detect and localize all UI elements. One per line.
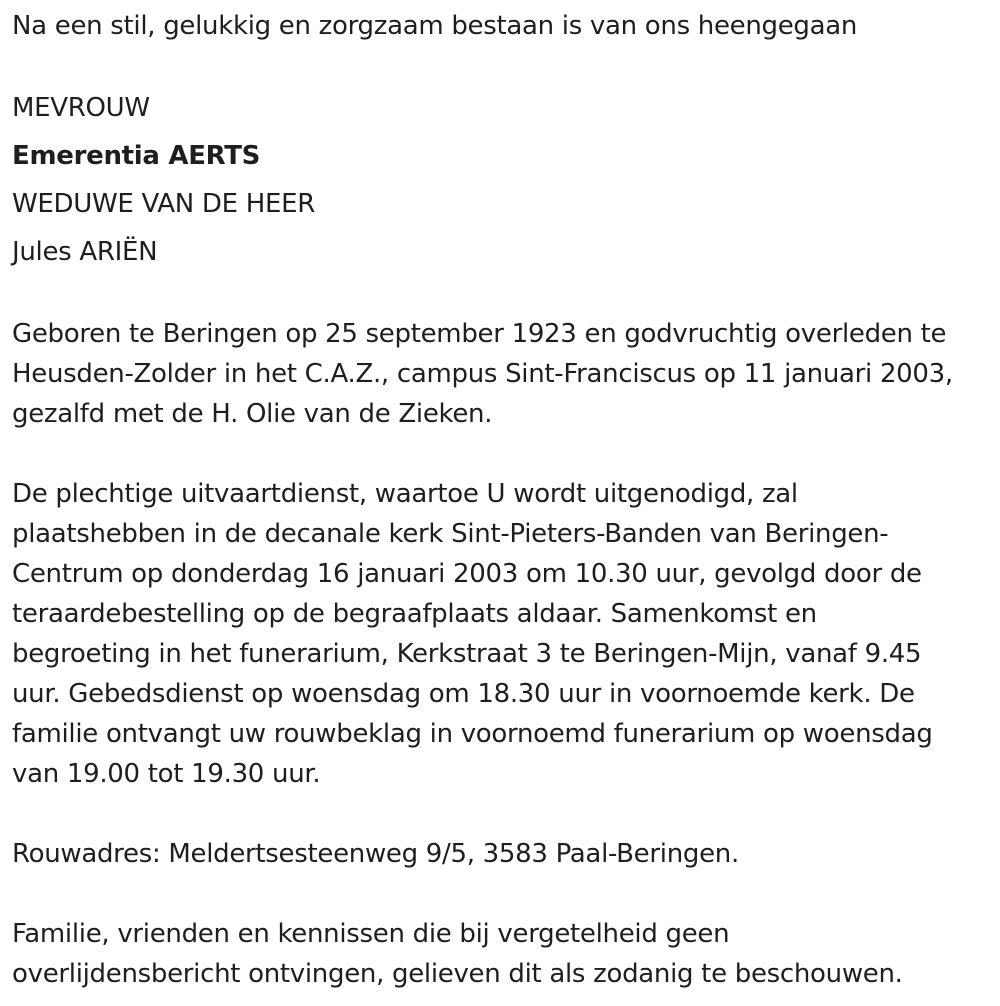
address-line: Rouwadres: Meldertsesteenweg 9/5, 3583 Paal-Beringen. [12, 839, 739, 869]
salutation: MEVROUW [12, 93, 150, 123]
paragraph-line: Geboren te Beringen op 25 september 1923 en godvruchtig overleden te [12, 319, 947, 349]
birth-death-paragraph [12, 314, 996, 434]
relation-text: WEDUWE VAN DE HEER [12, 189, 315, 219]
paragraph-line: Familie, vrienden en kennissen die bij vergetelheid geen [12, 919, 730, 949]
paragraph-line: Centrum op donderdag 16 januari 2003 om 10.30 uur, gevolgd door de [12, 559, 922, 589]
spouse-name: Jules ARIËN [12, 237, 158, 267]
paragraph-line: plaatshebben in de decanale kerk Sint-Pieters-Banden van Beringen- [12, 519, 889, 549]
paragraph-line: De plechtige uitvaartdienst, waartoe U wordt uitgenodigd, zal [12, 479, 798, 509]
paragraph-line: begroeting in het funerarium, Kerkstraat 3 te Beringen-Mijn, vanaf 9.45 [12, 639, 922, 669]
paragraph-line: teraardebestelling op de begraafplaats aldaar. Samenkomst en [12, 599, 817, 629]
paragraph-line: overlijdensbericht ontvingen, gelieven dit als zodanig te beschouwen. [12, 959, 903, 989]
intro-text: Na een stil, gelukkig en zorgzaam bestaan is van ons heengegaan [12, 11, 858, 41]
paragraph-line: gezalfd met de H. Olie van de Zieken. [12, 399, 493, 429]
paragraph-line: uur. Gebedsdienst op woensdag om 18.30 uur in voornoemde kerk. De [12, 679, 915, 709]
obituary-document [12, 6, 996, 994]
funeral-paragraph [12, 474, 996, 794]
deceased-name: Emerentia AERTS [12, 141, 261, 171]
paragraph-line: Heusden-Zolder in het C.A.Z., campus Sint-Franciscus op 11 januari 2003, [12, 359, 953, 389]
paragraph-line: van 19.00 tot 19.30 uur. [12, 759, 321, 789]
name-block [12, 84, 996, 276]
paragraph-line: familie ontvangt uw rouwbeklag in voornoemd funerarium op woensdag [12, 719, 933, 749]
closing-paragraph [12, 914, 996, 994]
